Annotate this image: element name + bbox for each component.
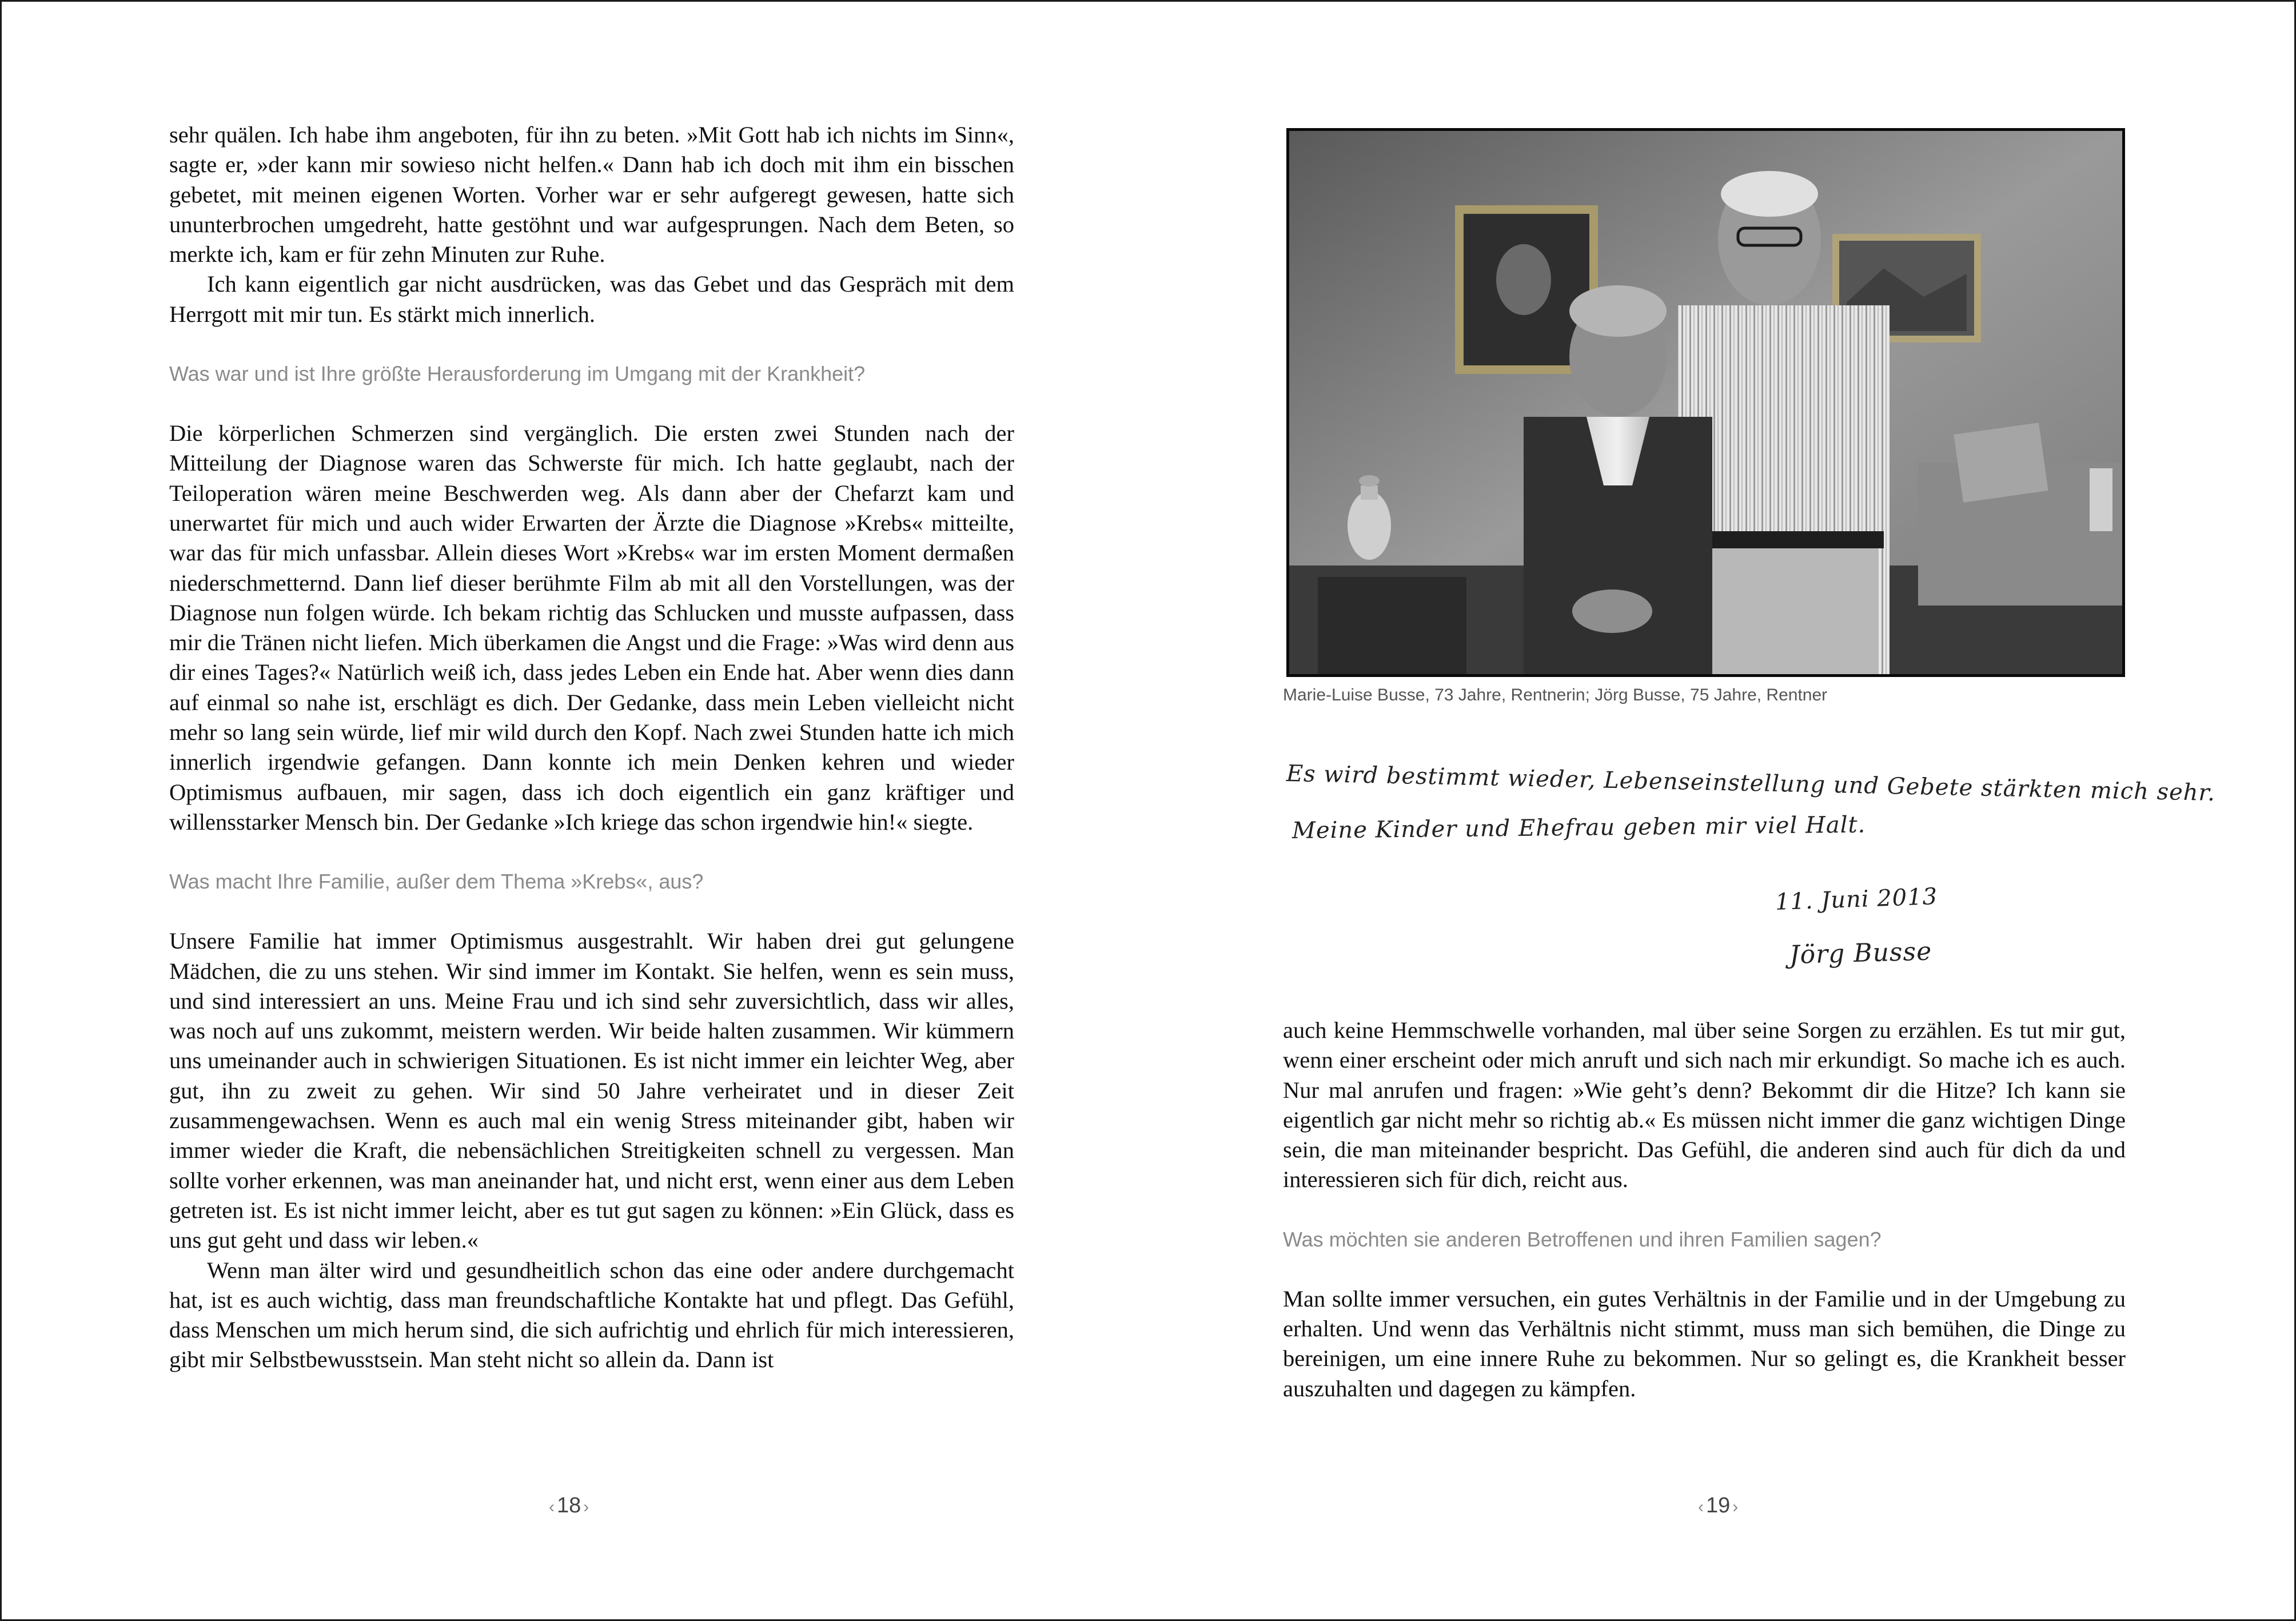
paragraph: Unsere Familie hat immer Optimismus ausgestrahlt. Wir haben drei gut gelungene Mädchen, die zu uns stehen. Wir sind immer im Kontakt. Sie helfen, wenn es sein muss, und sind interessiert an uns. Meine Frau und ich sind sehr zuversichtlich, dass wir alles, was noch auf uns zukommt, meistern werden. Wir beide halten zusammen. Wir kümmern uns umeinander auch in schwierigen Situationen. Es ist nicht immer ein leichter Weg, aber gut, ihn zu zweit zu gehen. Wir sind 50 Jahre verheiratet und in dieser Zeit zusammengewachsen. Wenn es auch mal ein wenig Stress miteinander gibt, haben wir immer wieder die Kraft, die nebensächlichen Streitigkeiten schnell zu vergessen. Man sollte vorher erkennen, was man aneinander hat, und nicht erst, wenn einer aus dem Leben getreten ist. Es ist nicht immer leicht, aber es tut gut sagen zu können: »Ein Glück, dass es uns gut geht und dass wir leben.« [169,928,1014,1253]
signature: Jörg Busse [1789,937,1932,970]
right-page-text-column [1283,1015,2126,1404]
page-number-right [1696,1493,1740,1518]
portrait-photo [1286,128,2125,677]
handwritten-line: Es wird bestimmt wieder, Lebenseinstellung und Gebete stärkten mich sehr. [1286,760,2216,807]
paragraph: Ich kann eigentlich gar nicht ausdrücken, was das Gebet und das Gespräch mit dem Herrgott mit mir tun. Es stärkt mich innerlich. [169,271,1014,327]
folio-close: › [1732,1497,1739,1516]
handwritten-note [1286,749,2216,1001]
paragraph: Man sollte immer versuchen, ein gutes Verhältnis in der Familie und in der Umgebung zu erhalten. Und wenn das Verhältnis nicht stimmt, muss man sich bemühen, die Dinge zu bereinigen, um eine innere Ruhe zu bekommen. Nur so gelingt es, die Krankheit besser auszuhalten und dagegen zu kämpfen. [1283,1285,2126,1401]
paragraph: Wenn man älter wird und gesundheitlich schon das eine oder andere durchgemacht hat, ist es auch wichtig, dass man freundschaftliche Kontakte hat und pflegt. Das Gefühl, dass Menschen um mich herum sind, die sich aufrichtig und ehrlich für mich interessieren, gibt mir Selbstbewusstsein. Man steht nicht so allein da. Dann ist [169,1257,1014,1373]
folio-number: 18 [557,1493,581,1518]
paragraph: auch keine Hemmschwelle vorhanden, mal über seine Sorgen zu erzählen. Es tut mir gut, wenn einer erscheint oder mich anruft und sich nach mir erkundigt. So mache ich es auch. Nur mal anrufen und fragen: »Wie geht’s denn? Bekommt dir die Hitze? Ich kann sie eigentlich gar nicht mehr so richtig ab.« Es müssen nicht immer die ganz wichtigen Dinge sein, die man miteinander bespricht. Das Gefühl, die anderen sind auch für dich da und interessieren sich für dich, reicht aus. [1283,1017,2126,1193]
folio-open: ‹ [1698,1497,1704,1516]
interview-question: Was war und ist Ihre größte Herausforderung im Umgang mit der Krankheit? [169,362,866,386]
handwritten-date: 11. Juni 2013 [1775,883,1938,915]
interview-question: Was möchten sie anderen Betroffenen und ihren Familien sagen? [1283,1227,1882,1251]
handwritten-line: Meine Kinder und Ehefrau geben mir viel Halt. [1292,811,1866,844]
folio-number: 19 [1706,1493,1731,1518]
paragraph: sehr quälen. Ich habe ihm angeboten, für ihn zu beten. »Mit Gott hab ich nichts im Sinn«, sagte er, »der kann mir sowieso nicht helfen.« Dann hab ich doch mit ihm ein bisschen gebetet, mit meinen eigenen Worten. Vorher war er sehr aufgeregt gewesen, hatte sich ununterbrochen umgedreht, hatte gestöhnt und war aufgesprungen. Nach dem Beten, so merkte ich, kam er für zehn Minuten zur Ruhe. [169,122,1014,268]
paragraph: Die körperlichen Schmerzen sind vergänglich. Die ersten zwei Stunden nach der Mitteilung der Diagnose waren das Schwerste für mich. Ich hatte geglaubt, nach der Teiloperation wären meine Beschwerden weg. Als dann aber der Chefarzt kam und unerwartet für mich und auch wider Erwarten der Ärzte die Diagnose »Krebs« mitteilte, war das für mich unfassbar. Allein dieses Wort »Krebs« war im ersten Moment dermaßen niederschmetternd. Dann lief dieser berühmte Film ab mit all den Vorstellungen, was der Diagnose nun folgen würde. Ich bekam richtig das Schlucken und musste aufpassen, dass mir die Tränen nicht liefen. Mich überkamen die Angst und die Frage: »Was wird denn aus dir eines Tages?« Natürlich weiß ich, dass jedes Leben ein Ende hat. Aber wenn dies dann auf einmal so nahe ist, erschlägt es dich. Der Gedanke, dass mein Leben vielleicht nicht mehr so lang sein würde, lief mir wild durch den Kopf. Nach zwei Stunden hatte ich mich innerlich irgendwie gefangen. Dann konnte ich mein Denken kehren und wieder Optimismus aufbauen, mir sagen, dass ich doch eigentlich ein ganz kräftiger und willensstarker Mensch bin. Der Gedanke »Ich kriege das schon irgendwie hin!« siegte. [169,420,1014,835]
left-page-text-column [169,120,1014,1375]
photo-caption: Marie-Luise Busse, 73 Jahre, Rentnerin; Jörg Busse, 75 Jahre, Rentner [1283,686,1828,704]
folio-open: ‹ [549,1497,555,1516]
folio-close: › [583,1497,589,1516]
page-number-left [547,1493,591,1518]
interview-question: Was macht Ihre Familie, außer dem Thema »Krebs«, aus? [169,870,704,894]
